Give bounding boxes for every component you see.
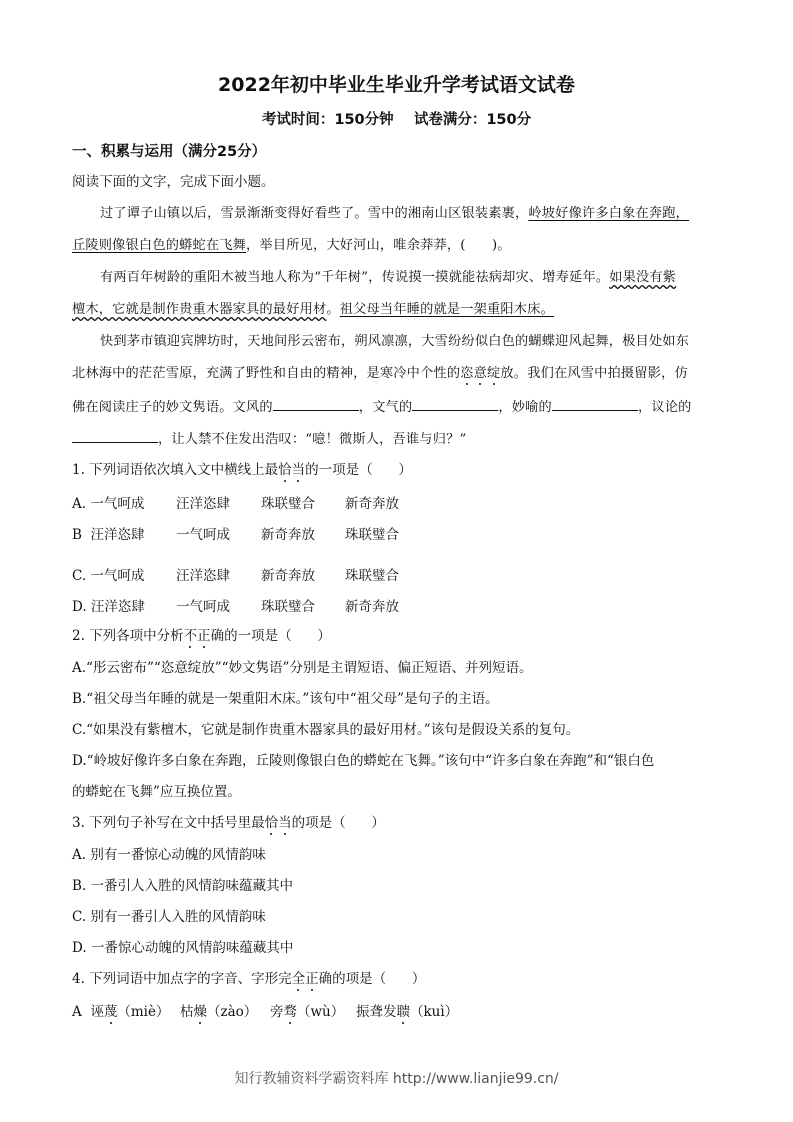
pinyin: （wù） [297,1004,345,1020]
dotted-char: 正 [305,971,319,987]
passage-text: 有两百年树龄的重阳木被当地人称为“千年树”，传说摸一摸就能祛病却灾、增寿延年。 [100,270,610,285]
passage-text: 过了谭子山镇以后，雪景渐渐变得好看些了。雪中的湘南山区银装素裹， [100,206,529,221]
option-text: 旁 [270,1004,284,1020]
question-2-stem [72,626,331,646]
question-text: 4. 下列词语中加点字的字音、字形完 [72,971,292,987]
question-text: 确的项是（ ） [318,971,426,987]
exam-title: 2022年初中毕业生毕业升学考试语文试卷 [218,74,575,96]
option-word-group [180,1000,257,1020]
passage-p1-line2 [72,236,511,256]
passage-p2-line2 [72,300,554,320]
question-3-option-d[interactable]: D. 一番惊心动魄的风情韵味蕴藏其中 [72,940,294,956]
fill-blank[interactable] [552,396,638,411]
passage-p2-line1 [100,268,676,288]
passage-p3-line2 [72,364,688,384]
question-text: 确的一项是（ ） [210,628,331,644]
passage-text: ，让人禁不住发出浩叹：“噫！微斯人，吾谁与归？” [158,432,467,447]
underlined-sentence: 祖父母当年睡的就是一架重阳木床。 [339,302,554,317]
option-word: 汪洋恣肆 [176,568,230,584]
option-word: 新奇奔放 [345,599,399,615]
option-text: A 诬 [72,1004,104,1020]
question-text: 的一项是（ ） [305,462,412,478]
passage-text: ，文气的 [358,400,413,415]
dotted-char: 恣 [460,366,474,381]
passage-text: ，议论的 [637,400,692,415]
option-label: A. 一气呵成 [72,496,145,512]
dotted-char: 恰 [264,815,279,831]
option-word: 新奇奔放 [261,527,315,543]
passage-p3-line4 [72,428,466,450]
option-text: 枯 [180,1004,194,1020]
question-text: 的项是（ ） [291,815,385,831]
fill-blank[interactable] [412,396,498,411]
passage-text: 放。我们在风雪中拍摄留影，仿 [500,366,688,381]
option-word: 新奇奔放 [345,496,399,512]
section-heading: 一、积累与运用（满分25分） [72,144,267,160]
option-word: 珠联璧合 [345,568,399,584]
dotted-char: 燥 [193,1004,207,1020]
question-3-option-a[interactable]: A. 别有一番惊心动魄的风情韵味 [72,847,266,863]
dotted-char: 正 [197,628,211,644]
dotted-char: 意 [473,366,488,381]
dotted-char: 不 [183,628,198,644]
option-word-group [72,1000,169,1020]
option-label: C. 一气呵成 [72,568,145,584]
exam-subtitle: 考试时间：150分钟 试卷满分：150分 [261,112,532,128]
question-2-option-d[interactable]: D.“岭坡好像许多白象在奔跑，丘陵则像银白色的蟒蛇在飞舞。”该句中“许多白象在奔跑”和“银白色 [72,753,655,769]
question-text: 1. 下列词语依次填入文中横线上最 [72,462,279,478]
dotted-char: 蔑 [103,1004,118,1020]
question-2-option-d-cont: 的蟒蛇在飞舞”应互换位置。 [72,784,241,800]
wavy-underlined-sentence: 如果没有紫 [609,270,677,285]
passage-text: 。 [326,302,340,317]
option-word: 汪洋恣肆 [176,496,230,512]
option-text: 振聋发 [356,1004,397,1020]
question-2-option-c[interactable]: C.“如果没有紫檀木，它就是制作贵重木器家具的最好用材。”该句是假设关系的复句。 [72,722,580,738]
dotted-char: 全 [291,971,306,987]
passage-text: ，妙喻的 [498,400,552,415]
question-1-stem [72,460,412,480]
passage-p3-line3 [72,396,692,418]
dotted-char: 聩 [396,1004,410,1020]
passage-p1-line1 [100,204,689,224]
question-3-option-b[interactable]: B. 一番引人入胜的风情韵味蕴藏其中 [72,878,294,894]
option-word-group [270,1000,344,1020]
footer-watermark: 知行教辅资料学霸资料库 http://www.lianjie99.cn/ [234,1071,559,1087]
passage-text: ，举目所见，大好河山，唯余莽莽，( )。 [246,238,511,253]
underlined-sentence: 丘陵则像银白色的蟒蛇在飞舞 [72,238,247,253]
underlined-sentence: 岭坡好像许多白象在奔跑， [528,206,690,221]
wavy-underlined-sentence: 檀木，它就是制作贵重木器家具的最好用材 [72,302,327,317]
question-text: 3. 下列句子补写在文中括号里最 [72,815,265,831]
question-3-option-c[interactable]: C. 别有一番引人入胜的风情韵味 [72,909,266,925]
pinyin: （kuì） [410,1004,459,1020]
fill-blank[interactable] [72,428,158,443]
instruction-text: 阅读下面的文字，完成下面小题。 [72,174,275,190]
passage-text: 北林海中的茫茫雪原，充满了野性和自由的精神，是寒冷中个性的 [72,366,461,381]
passage-text: 佛在阅读庄子的妙文隽语。文风的 [72,400,273,415]
option-label: B 汪洋恣肆 [72,527,145,543]
dotted-char: 绽 [487,366,501,381]
option-word: 新奇奔放 [261,568,315,584]
dotted-char: 当 [278,815,292,831]
question-4-stem [72,969,425,989]
question-text: 2. 下列各项中分析 [72,628,184,644]
option-word: 珠联璧合 [261,496,315,512]
dotted-char: 恰 [278,462,292,478]
option-word: 一气呵成 [176,599,230,615]
option-word-group [356,1000,458,1020]
option-word: 珠联璧合 [345,527,399,543]
option-label: D. 汪洋恣肆 [72,599,145,615]
dotted-char: 当 [291,462,306,478]
question-2-option-b[interactable]: B.“祖父母当年睡的就是一架重阳木床。”该句中“祖父母”是句子的主语。 [72,691,499,707]
dotted-char: 骛 [283,1004,297,1020]
passage-p3-line1: 快到茅市镇迎宾牌坊时，天地间彤云密布，朔风凛凛，大雪纷纷似白色的蝴蝶迎风起舞，极目处如东 [100,334,690,349]
pinyin: （miè） [117,1004,170,1020]
pinyin: （zào） [207,1004,258,1020]
question-3-stem [72,813,385,833]
option-word: 一气呵成 [176,527,230,543]
option-word: 珠联璧合 [261,599,315,615]
fill-blank[interactable] [273,396,359,411]
question-2-option-a[interactable]: A.“彤云密布”“恣意绽放”“妙文隽语”分别是主谓短语、偏正短语、并列短语。 [72,660,533,676]
